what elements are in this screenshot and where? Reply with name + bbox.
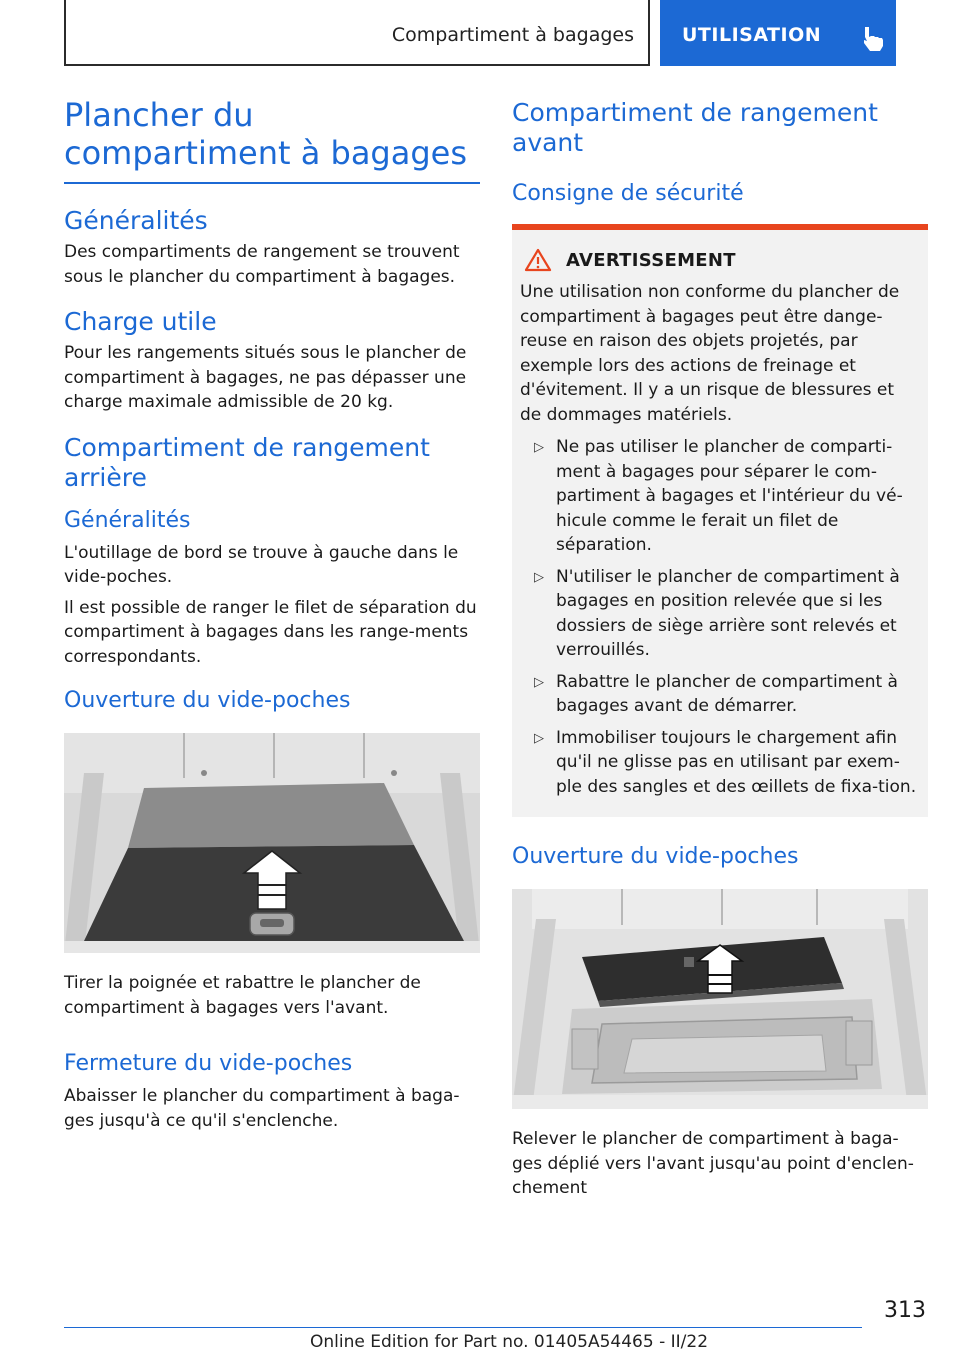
warning-box xyxy=(512,224,928,817)
page-header xyxy=(64,0,896,66)
open-storage-caption: Tirer la poignée et rabattre le plancher de compartiment à bagages vers l'avant. xyxy=(64,973,421,1018)
triangle-right-icon: ▷ xyxy=(534,674,544,690)
warning-text: Une utilisation non conforme du plancher de compartiment à bagages peut être dange-reuse en raison des objets projetés, par exemple lors des actions de freinage et d'évitement. Il y a un risque de blessures et de dommages matériels. xyxy=(520,282,900,425)
front-open-storage-caption: Relever le plancher de compartiment à baga-ges déplié vers l'avant jusqu'au point d'enclen-chement xyxy=(512,1129,914,1198)
header-chapter-label: UTILISATION xyxy=(682,24,822,46)
generalities-heading: Généralités xyxy=(64,206,208,235)
list-item: ▷ N'utiliser le plancher de compartiment à bagages en position relevée que si les dossiers de siège arrière sont relevés et verrouillés. xyxy=(534,566,900,660)
right-column xyxy=(512,96,928,1201)
header-section-title: Compartiment à bagages xyxy=(391,24,634,46)
list-item: ▷ Ne pas utiliser le plancher de comparti-ment à bagages pour séparer le com-partiment à bagages et l'intérieur du vé-hicule comme le ferait un filet de séparation. xyxy=(534,437,903,555)
list-item: ▷ Rabattre le plancher de compartiment à bagages avant de démarrer. xyxy=(534,671,898,716)
triangle-right-icon: ▷ xyxy=(534,440,544,455)
page-number: 313 xyxy=(884,1298,926,1323)
rear-generalities-text-2: Il est possible de ranger le filet de séparation du compartiment à bagages dans les range-ments correspondants. xyxy=(64,597,477,667)
payload-text: Pour les rangements situés sous le plancher de compartiment à bagages, ne pas dépasser une charge maximale admissible de 20 kg. xyxy=(64,343,467,412)
generalities-text: Des compartiments de rangement se trouvent sous le plancher du compartiment à bagages. xyxy=(64,242,460,287)
list-item: ▷ Immobiliser toujours le chargement afin qu'il ne glisse pas en utilisant par exem-ple des sangles et des œillets de fixa-tion. xyxy=(534,727,917,797)
warning-bar xyxy=(512,224,928,230)
left-page-title: Plancher du compartiment à bagages xyxy=(64,96,468,172)
left-column xyxy=(64,96,480,1133)
warning-list xyxy=(520,435,918,799)
warning-header xyxy=(524,248,918,272)
triangle-right-icon: ▷ xyxy=(534,730,544,746)
payload-heading: Charge utile xyxy=(64,307,217,336)
footer-rule xyxy=(64,1327,862,1328)
pointing-hand-icon xyxy=(860,24,886,52)
title-rule xyxy=(64,182,480,184)
header-chapter-tab xyxy=(660,0,896,66)
open-storage-heading: Ouverture du vide-poches xyxy=(64,688,351,713)
safety-heading: Consigne de sécurité xyxy=(512,181,744,206)
front-open-storage-heading: Ouverture du vide-poches xyxy=(512,844,799,869)
close-storage-heading: Fermeture du vide-poches xyxy=(64,1051,353,1076)
rear-storage-heading: Compartiment de rangement arrière xyxy=(64,432,430,492)
rear-generalities-heading: Généralités xyxy=(64,507,191,533)
triangle-right-icon: ▷ xyxy=(534,569,544,585)
warning-triangle-icon xyxy=(524,248,552,272)
footer-edition: Online Edition for Part no. 01405A54465 - II/22 xyxy=(310,1332,709,1352)
rear-generalities-text-1: L'outillage de bord se trouve à gauche dans le vide-poches. xyxy=(64,542,459,587)
header-section-box xyxy=(64,0,650,66)
close-storage-text: Abaisser le plancher du compartiment à baga-ges jusqu'à ce qu'il s'enclenche. xyxy=(64,1086,460,1131)
right-page-title: Compartiment de rangement avant xyxy=(512,98,878,157)
rear-floor-figure xyxy=(64,733,480,953)
front-floor-figure xyxy=(512,889,928,1109)
warning-title: AVERTISSEMENT xyxy=(566,249,736,271)
